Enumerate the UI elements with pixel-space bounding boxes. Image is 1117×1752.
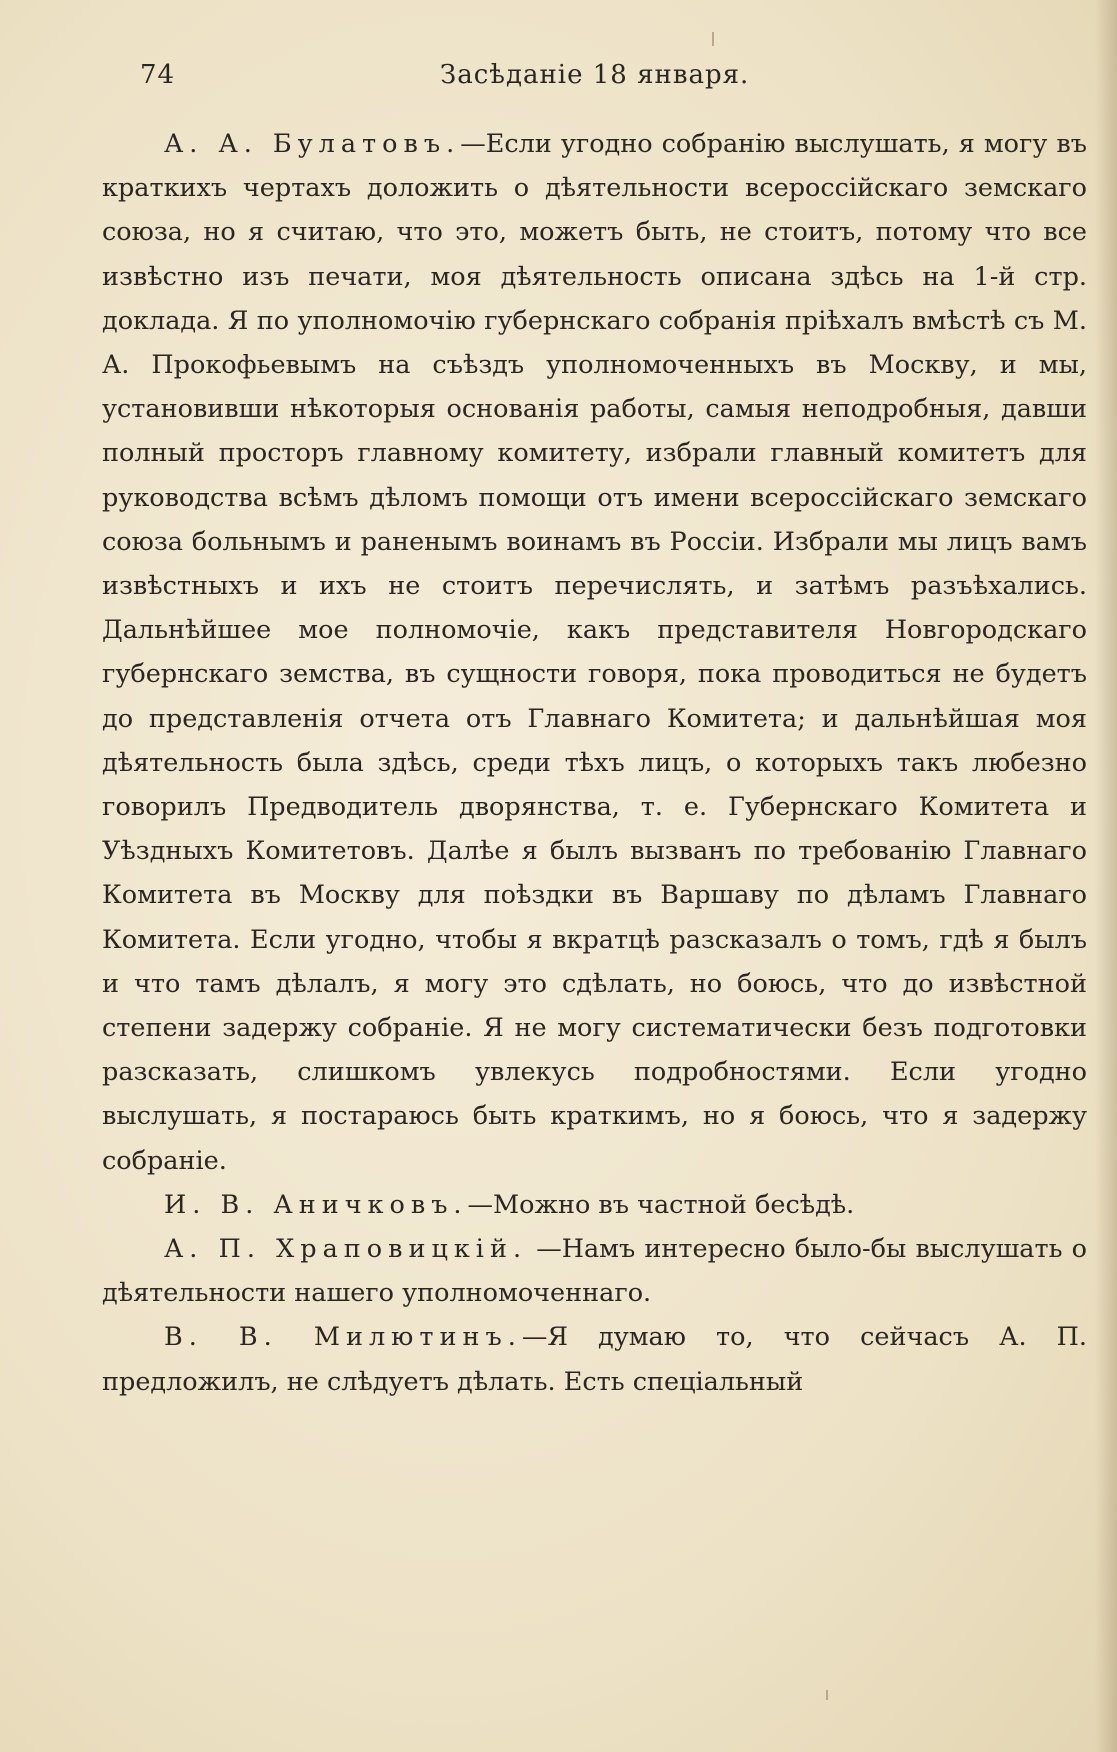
speech-text: —Можно въ частной бесѣдѣ. <box>467 1189 855 1220</box>
speaker-name: В. В. Милютинъ. <box>164 1322 522 1353</box>
speaker-name: А. П. Храповицкій. <box>164 1234 528 1265</box>
speech-text: —Намъ интересно было-бы выслушать о дѣятельности нашего уполномоченнаго. <box>102 1234 1087 1309</box>
scan-speck <box>712 32 714 46</box>
speech-text: —Я думаю то, что сейчасъ А. П. предложилъ, не слѣдуетъ дѣлать. Есть спеціальный <box>102 1322 1087 1397</box>
page-header-title: Засѣданіе 18 января. <box>440 60 750 90</box>
speech-paragraph <box>102 122 1087 1183</box>
speech-paragraph <box>102 1183 1087 1227</box>
page-edge-shadow <box>1095 0 1117 1752</box>
running-head <box>140 60 765 100</box>
speech-text: —Если угодно собранію выслушать, я могу въ краткихъ чертахъ доложить о дѣятельности всероссійскаго земскаго союза, но я считаю, что это, можетъ быть, не стоитъ, потому что все извѣстно изъ печати, моя дѣятельность описана здѣсь на 1-й стр. доклада. Я по уполномочію губернскаго собранія пріѣхалъ вмѣстѣ съ М. А. Прокофьевымъ на съѣздъ уполномоченныхъ въ Москву, и мы, установивши нѣкоторыя основанія работы, самыя неподробныя, давши полный просторъ главному комитету, избрали главный комитетъ для руководства всѣмъ дѣломъ помощи отъ имени всероссійскаго земскаго союза больнымъ и раненымъ воинамъ въ Россіи. Избрали мы лицъ вамъ извѣстныхъ и ихъ не стоитъ перечислять, и затѣмъ разъѣхались. Дальнѣйшее мое полномочіе, какъ представителя Новгородскаго губернскаго земства, въ сущности говоря, пока проводиться не будетъ до представленія отчета отъ Главнаго Комитета; и дальнѣйшая моя дѣятельность была здѣсь, среди тѣхъ лицъ, о которыхъ такъ любезно говорилъ Предводитель дворянства, т. е. Губернскаго Комитета и Уѣздныхъ Комитетовъ. Далѣе я былъ вызванъ по требованію Главнаго Комитета въ Москву для поѣздки въ Варшаву по дѣламъ Главнаго Комитета. Если угодно, чтобы я вкратцѣ разсказалъ о томъ, гдѣ я былъ и что тамъ дѣлалъ, я могу это сдѣлать, но боюсь, что до извѣстной степени задержу собраніе. Я не могу систематически безъ подготовки разсказать, слишкомъ увлекусь подробностями. Если угодно выслушать, я постараюсь быть краткимъ, но я боюсь, что я задержу собраніе. <box>102 129 1087 1176</box>
body-text <box>102 122 1087 1404</box>
speech-paragraph <box>102 1227 1087 1315</box>
page-number: 74 <box>140 60 176 90</box>
scan-speck <box>826 1690 828 1700</box>
speech-paragraph <box>102 1315 1087 1403</box>
speaker-name: И. В. Аничковъ. <box>164 1189 468 1220</box>
speaker-name: А. А. Булатовъ. <box>164 129 461 159</box>
